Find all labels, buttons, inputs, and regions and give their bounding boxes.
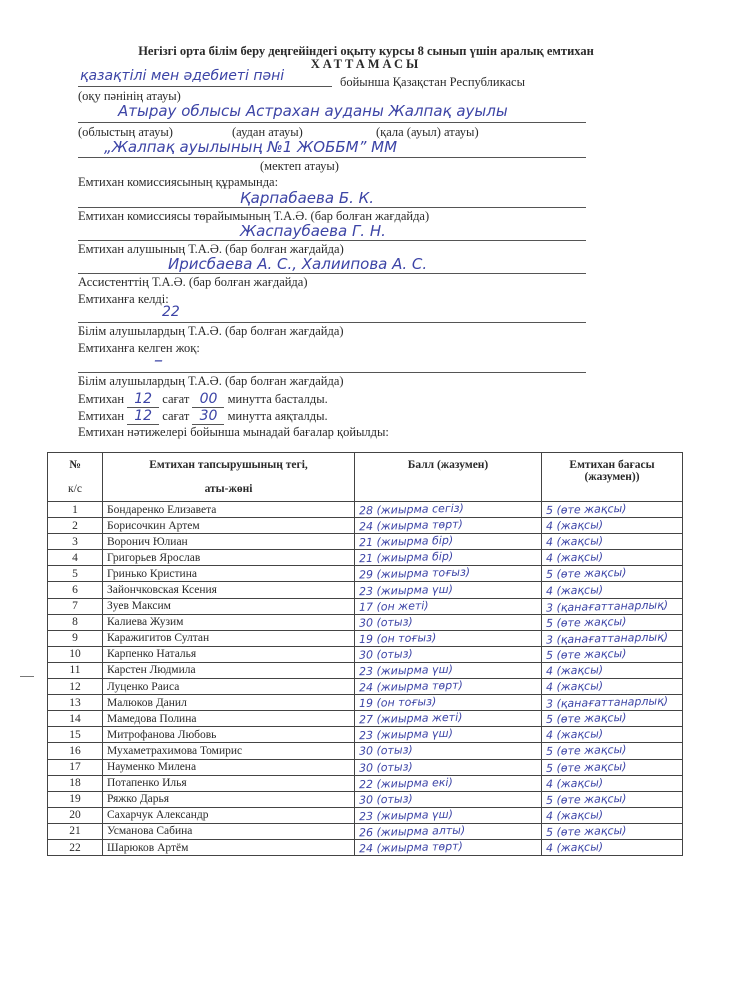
grade-cell <box>542 582 683 598</box>
chair-handwriting: Жаспаубаева Г. Н. <box>240 222 386 240</box>
start-time-line <box>78 391 328 408</box>
student-name: Усманова Сабина <box>103 823 355 839</box>
table-row <box>48 759 683 775</box>
table-row <box>48 839 683 855</box>
assistant-label: Ассистенттің Т.А.Ә. (бар болған жағдайда) <box>78 275 308 289</box>
grade-cell-handwriting: 5 (өте жақсы) <box>545 823 627 839</box>
end-suffix: минутта аяқталды. <box>227 409 328 423</box>
results-label: Емтихан нәтижелері бойынша мынадай бағалар қойылды: <box>78 425 389 439</box>
table-header-row <box>48 453 683 502</box>
grade-cell <box>542 662 683 678</box>
header-name: Емтихан тапсырушының тегі, аты-жөні <box>103 453 355 502</box>
grade-cell <box>542 679 683 695</box>
subject-caption: (оқу пәнінің атауы) <box>78 89 181 103</box>
score-cell-handwriting: 23 (жиырма үш) <box>358 662 454 679</box>
score-cell-handwriting: 30 (отыз) <box>358 759 413 775</box>
score-cell-handwriting: 21 (жиырма бір) <box>358 550 454 566</box>
student-name: Ряжко Дарья <box>103 791 355 807</box>
examiner-label: Емтихан алушының Т.А.Ә. (бар болған жағдайда) <box>78 242 344 256</box>
grade-cell-handwriting: 5 (өте жақсы) <box>545 646 627 662</box>
student-name: Каражигитов Султан <box>103 630 355 646</box>
student-name: Зуев Максим <box>103 598 355 614</box>
row-number: 9 <box>48 630 103 646</box>
region-caption-oblast: (облыстың атауы) <box>78 125 173 139</box>
table-row <box>48 743 683 759</box>
grade-cell <box>542 711 683 727</box>
table-row <box>48 550 683 566</box>
grade-cell-handwriting: 3 (қанағаттанарлық) <box>545 598 669 615</box>
student-name: Карстен Людмила <box>103 662 355 678</box>
grade-cell <box>542 839 683 855</box>
student-name: Воронич Юлиан <box>103 534 355 550</box>
row-number: 14 <box>48 711 103 727</box>
grade-cell-handwriting: 4 (жақсы) <box>545 808 604 823</box>
score-cell-handwriting: 21 (жиырма бір) <box>358 534 454 550</box>
grade-cell-handwriting: 5 (өте жақсы) <box>545 791 627 807</box>
results-table <box>47 452 683 856</box>
commission-label: Емтихан комиссиясының құрамында: <box>78 175 279 189</box>
student-name: Калиева Жузим <box>103 614 355 630</box>
row-number: 10 <box>48 646 103 662</box>
score-cell <box>355 582 542 598</box>
row-number: 5 <box>48 566 103 582</box>
score-cell <box>355 566 542 582</box>
score-cell-handwriting: 22 (жиырма екі) <box>358 775 453 791</box>
score-cell-handwriting: 17 (он жеті) <box>358 598 429 614</box>
score-cell-handwriting: 26 (жиырма алты) <box>358 823 466 840</box>
grade-cell <box>542 695 683 711</box>
table-row <box>48 566 683 582</box>
end-prefix: Емтихан <box>78 409 125 423</box>
students-label-2: Білім алушылардың Т.А.Ә. (бар болған жағдайда) <box>78 374 344 388</box>
grade-cell <box>542 759 683 775</box>
table-row <box>48 775 683 791</box>
students-label: Білім алушылардың Т.А.Ә. (бар болған жағдайда) <box>78 324 344 338</box>
grade-cell <box>542 646 683 662</box>
school-caption: (мектеп атауы) <box>260 159 339 173</box>
table-row <box>48 679 683 695</box>
start-hour-label: сағат <box>162 392 190 406</box>
chair-underline <box>78 240 586 241</box>
table-row <box>48 614 683 630</box>
score-cell <box>355 646 542 662</box>
subject-suffix: бойынша Қазақстан Республикасы <box>340 75 525 89</box>
region-caption-district: (аудан атауы) <box>232 125 303 139</box>
score-cell <box>355 791 542 807</box>
grade-cell-handwriting: 4 (жақсы) <box>545 775 604 791</box>
student-name: Карпенко Наталья <box>103 646 355 662</box>
grade-cell-handwriting: 4 (жақсы) <box>545 663 604 678</box>
end-time-line <box>78 408 328 425</box>
score-cell <box>355 743 542 759</box>
score-cell-handwriting: 29 (жиырма тоғыз) <box>358 565 471 582</box>
table-row <box>48 646 683 662</box>
grade-cell <box>542 502 683 518</box>
row-number: 19 <box>48 791 103 807</box>
table-row <box>48 791 683 807</box>
grade-cell-handwriting: 4 (жақсы) <box>545 727 604 743</box>
score-cell-handwriting: 24 (жиырма төрт) <box>358 839 464 856</box>
score-cell <box>355 711 542 727</box>
grade-cell-handwriting: 3 (қанағаттанарлық) <box>545 694 669 711</box>
row-number: 15 <box>48 727 103 743</box>
row-number: 13 <box>48 695 103 711</box>
score-cell <box>355 502 542 518</box>
row-number: 20 <box>48 807 103 823</box>
examiner-handwriting: Ирисбаева А. С., Халиипова А. С. <box>168 255 428 273</box>
score-cell-handwriting: 23 (жиырма үш) <box>358 582 454 598</box>
table-row <box>48 598 683 614</box>
commission-handwriting: Қарпабаева Б. К. <box>240 189 375 207</box>
student-name: Митрофанова Любовь <box>103 727 355 743</box>
score-cell-handwriting: 19 (он тоғыз) <box>358 630 437 646</box>
school-handwriting: „Жалпақ ауылының №1 ЖОББМ” ММ <box>104 138 398 156</box>
student-name: Шарюков Артём <box>103 839 355 855</box>
end-hour-handwriting: 12 <box>127 408 159 425</box>
header-grade: Емтихан бағасы (жазумен)) <box>542 453 683 502</box>
grade-cell-handwriting: 4 (жақсы) <box>545 518 604 533</box>
grade-cell <box>542 518 683 534</box>
grade-cell <box>542 566 683 582</box>
score-cell <box>355 775 542 791</box>
score-cell-handwriting: 19 (он тоғыз) <box>358 695 437 711</box>
table-row <box>48 518 683 534</box>
score-cell <box>355 695 542 711</box>
table-row <box>48 727 683 743</box>
came-underline <box>78 322 586 323</box>
row-number: 12 <box>48 679 103 695</box>
score-cell <box>355 727 542 743</box>
start-min-handwriting: 00 <box>192 391 224 408</box>
student-name: Борисочкин Артем <box>103 518 355 534</box>
grade-cell-handwriting: 5 (өте жақсы) <box>545 743 627 759</box>
table-row <box>48 534 683 550</box>
score-cell-handwriting: 30 (отыз) <box>358 792 413 807</box>
grade-cell <box>542 775 683 791</box>
grade-cell <box>542 630 683 646</box>
grade-cell-handwriting: 4 (жақсы) <box>545 582 604 598</box>
grade-cell-handwriting: 4 (жақсы) <box>545 840 604 855</box>
end-hour-label: сағат <box>162 409 190 423</box>
grade-cell <box>542 598 683 614</box>
row-number: 16 <box>48 743 103 759</box>
score-cell <box>355 534 542 550</box>
row-number: 21 <box>48 823 103 839</box>
grade-cell <box>542 614 683 630</box>
grade-cell-handwriting: 5 (өте жақсы) <box>545 711 627 727</box>
region-handwriting: Атырау облысы Астрахан ауданы Жалпақ ауылы <box>118 102 508 120</box>
region-caption-village: (қала (ауыл) атауы) <box>376 125 479 139</box>
score-cell <box>355 839 542 855</box>
came-count-handwriting: 22 <box>162 304 180 320</box>
score-cell-handwriting: 28 (жиырма сегіз) <box>358 501 464 518</box>
document-title: Негізгі орта білім беру деңгейіндегі оқыту курсы 8 сынып үшін аралық емтихан <box>138 44 594 58</box>
start-suffix: минутта басталды. <box>227 392 328 406</box>
start-hour-handwriting: 12 <box>127 391 159 408</box>
score-cell <box>355 807 542 823</box>
score-cell <box>355 679 542 695</box>
row-number: 11 <box>48 662 103 678</box>
grade-cell <box>542 727 683 743</box>
score-cell <box>355 598 542 614</box>
grade-cell <box>542 743 683 759</box>
absent-label: Емтиханға келген жоқ: <box>78 341 200 355</box>
grade-cell-handwriting: 5 (өте жақсы) <box>545 614 627 630</box>
absent-handwriting: – <box>154 350 163 371</box>
student-name: Сахарчук Александр <box>103 807 355 823</box>
score-cell-handwriting: 24 (жиырма төрт) <box>358 517 464 534</box>
student-name: Григорьев Ярослав <box>103 550 355 566</box>
student-name: Бондаренко Елизавета <box>103 502 355 518</box>
row-number: 8 <box>48 614 103 630</box>
table-row <box>48 695 683 711</box>
score-cell-handwriting: 27 (жиырма жеті) <box>358 710 463 727</box>
grade-cell <box>542 807 683 823</box>
score-cell-handwriting: 23 (жиырма үш) <box>358 807 454 824</box>
grade-cell-handwriting: 5 (өте жақсы) <box>545 501 627 518</box>
grade-cell-handwriting: 5 (өте жақсы) <box>545 566 627 582</box>
end-min-handwriting: 30 <box>192 408 224 425</box>
score-cell-handwriting: 23 (жиырма үш) <box>358 727 454 743</box>
grade-cell-handwriting: 4 (жақсы) <box>545 550 604 566</box>
table-row <box>48 711 683 727</box>
header-number: № к/с <box>48 453 103 502</box>
student-name: Мамедова Полина <box>103 711 355 727</box>
student-name: Малюков Данил <box>103 695 355 711</box>
row-number: 2 <box>48 518 103 534</box>
grade-cell <box>542 534 683 550</box>
row-number: 18 <box>48 775 103 791</box>
student-name: Потапенко Илья <box>103 775 355 791</box>
student-name: Луценко Раиса <box>103 679 355 695</box>
table-row <box>48 502 683 518</box>
score-cell <box>355 518 542 534</box>
grade-cell-handwriting: 4 (жақсы) <box>545 534 604 549</box>
student-name: Науменко Милена <box>103 759 355 775</box>
row-number: 7 <box>48 598 103 614</box>
subject-handwriting: қазақтілі мен әдебиеті пәні <box>80 68 285 84</box>
grade-cell <box>542 823 683 839</box>
table-row <box>48 823 683 839</box>
row-number: 22 <box>48 839 103 855</box>
examiner-underline <box>78 273 586 274</box>
student-name: Зайончковская Ксения <box>103 582 355 598</box>
row-number: 3 <box>48 534 103 550</box>
score-cell <box>355 823 542 839</box>
region-underline <box>78 122 586 123</box>
chair-label: Емтихан комиссиясы төрайымының Т.А.Ә. (бар болған жағдайда) <box>78 209 430 223</box>
grade-cell-handwriting: 4 (жақсы) <box>545 679 604 694</box>
table-row <box>48 807 683 823</box>
row-number: 17 <box>48 759 103 775</box>
score-cell <box>355 662 542 678</box>
subject-underline <box>78 86 332 87</box>
grade-cell-handwriting: 5 (өте жақсы) <box>545 759 627 775</box>
score-cell <box>355 550 542 566</box>
score-cell <box>355 759 542 775</box>
header-score: Балл (жазумен) <box>355 453 542 502</box>
document-subtitle: ХАТТАМАСЫ <box>310 57 422 71</box>
commission-underline <box>78 207 586 208</box>
score-cell-handwriting: 30 (отыз) <box>358 615 413 630</box>
table-row <box>48 662 683 678</box>
score-cell-handwriting: 24 (жиырма төрт) <box>358 678 464 695</box>
grade-cell <box>542 791 683 807</box>
row-number: 4 <box>48 550 103 566</box>
student-name: Мухаметрахимова Томирис <box>103 743 355 759</box>
table-row <box>48 582 683 598</box>
row-number: 1 <box>48 502 103 518</box>
absent-underline <box>78 372 586 373</box>
score-cell-handwriting: 30 (отыз) <box>358 647 413 662</box>
came-label: Емтиханға келді: <box>78 292 169 306</box>
table-row <box>48 630 683 646</box>
row-number: 6 <box>48 582 103 598</box>
score-cell <box>355 630 542 646</box>
school-underline <box>78 157 586 158</box>
start-prefix: Емтихан <box>78 392 125 406</box>
score-cell-handwriting: 30 (отыз) <box>358 743 413 759</box>
grade-cell-handwriting: 3 (қанағаттанарлық) <box>545 630 669 647</box>
score-cell <box>355 614 542 630</box>
margin-pen-mark <box>20 676 34 677</box>
grade-cell <box>542 550 683 566</box>
student-name: Гринько Кристина <box>103 566 355 582</box>
